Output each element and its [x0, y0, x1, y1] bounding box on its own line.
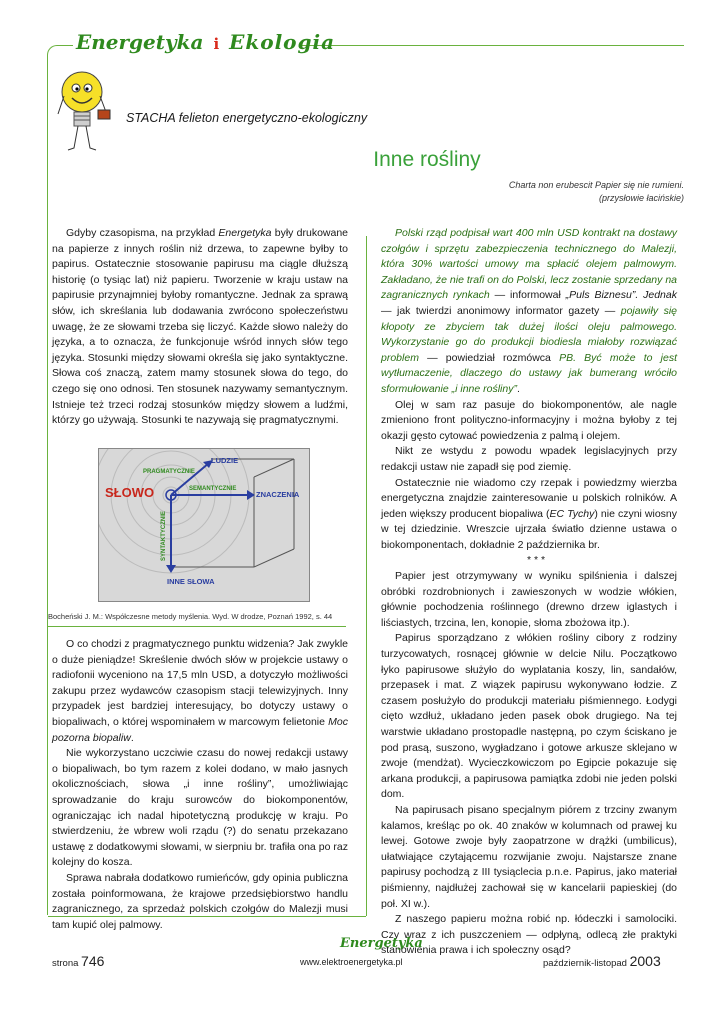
header-rule-left	[59, 45, 73, 46]
quote-text: pojawiły się kłopoty ze zbyciem tak dużej ilości oleju palmowego. Wykorzystanie go do produkcji biodiesla miałoby rozwiązać problem	[381, 304, 677, 364]
header-corner	[47, 45, 60, 58]
paragraph: Nie wykorzystano uczciwie czasu do nowej redakcji ustawy o biopaliwach, bo tym razem z kolei dodano, w mało jasnych okolicznościach, słowa „i inne rośliny”, umożliwiając sprowadzanie do kraju surowców do biokomponentów, ograniczając ich nadal hipotetyczną produkcję w kraju. Po stwierdzeniu, że wbrew woli rządu (?) do senatu przekazano ustawę z dodatkowymi słowami, w sierpniu br. trafiła ona po raz kolejny do kosza.	[52, 747, 348, 869]
paragraph: Nikt ze wstydu z powodu wpadek legislacyjnych przy redakcji ustaw nie zapadł się pod ziemię.	[381, 445, 677, 473]
text-emphasis: EC Tychy	[549, 507, 595, 520]
paragraph: Papirus sporządzano z włókien rośliny cibory z rodziny turzycowatych, rosnącej głównie w delcie Nilu. Początkowo łyko papirusowe służyło do wyplatania koszy, lin, sandałów, przepasek i mat. Z wiązek papirusu wykonywano łodzie. Z czasem posłużyło do produkcji materiału piśmiennego. Łodygi cięto wzdłuż, układano jeden pasek obok drugiego. Na tej warstwie układano prostopadle następną, po czym ściskano je pod prasą, suszono, wygładzano i gotowe arkusze sklejano w zwoje (mendżat). Wycieczkowiczom po Egipcie pokazuje się arkana produkcji, a papirusowa pamiątka zdobi nie jeden polski dom.	[381, 632, 677, 801]
diagram-meaning-label: ZNACZENIA	[256, 490, 300, 499]
paragraph	[381, 476, 677, 554]
left-margin-rule	[47, 55, 48, 915]
page-label: strona	[52, 958, 79, 969]
section-brand	[76, 30, 335, 54]
brand-energetyka: Energetyka	[76, 30, 204, 54]
diagram-graphic	[99, 449, 309, 601]
text: ) nie czyni wiosny w tej dziedzinie. Wreszcie ujrzała światło dzienne ustawa o biokomponentach, dokładnie 2 października br.	[381, 507, 678, 551]
header-rule-right	[302, 45, 684, 46]
lightbulb-mascot-icon	[52, 68, 114, 156]
column-rule	[366, 236, 367, 916]
diagram-pragmatic-label: PRAGMATYCZNIE	[143, 469, 195, 475]
semiotic-diagram	[98, 448, 310, 602]
text: Ostatecznie nie wiadomo czy rzepak i powiedzmy wierzba energetyczna znajdzie zainteresowanie u polskich rolników. A jeden większy producent biopaliwa (	[381, 476, 677, 520]
article-title: Inne rośliny	[373, 148, 481, 171]
page-number	[52, 953, 104, 969]
brand-ekologia: Ekologia	[229, 30, 336, 54]
text: .	[516, 382, 520, 395]
text-emphasis: Moc pozorna biopaliw	[52, 715, 348, 744]
paragraph: Na papirusach pisano specjalnym piórem z trzciny zwanym kalamos, kreśląc po ok. 40 znaków w kolumnach od prawej ku lewej. Gotowe zwoje były zaopatrzone w drążki (umbilicus), ułatwiające czytającemu rozwijanie zwoju. Najstarsze znane papirusy pochodzą z III tysiąclecia p.n.e. Papirus, jako materiał piśmienny, najdłużej zachował się w kancelarii papieskiej (do poł. XI w.).	[381, 803, 677, 910]
footer-logo: Energetyka	[340, 936, 423, 951]
issue-label: październik-listopad	[543, 958, 627, 969]
issue-year: 2003	[629, 953, 661, 969]
page-number-value: 746	[81, 953, 105, 969]
diagram-syntactic-label: SYNTAKTYCZNIE	[161, 511, 167, 561]
paragraph: Olej w sam raz pasuje do biokomponentów, ale nagle zmieniono front polityczno-informacyjny i można byłoby z tej okazji gęsto cytować powiedzenia z palmą i olejem.	[381, 398, 677, 442]
paragraph	[381, 226, 677, 398]
left-column-top	[52, 226, 348, 429]
diagram-people-label: LUDZIE	[211, 456, 239, 465]
motto-line: Charta non erubescit Papier się nie rumieni.	[508, 180, 684, 190]
brand-join: i	[213, 35, 220, 53]
text: — informował	[489, 289, 566, 302]
motto-source: (przysłowie łacińskie)	[598, 193, 684, 203]
diagram-semantic-label: SEMANTYCZNIE	[189, 486, 237, 492]
paragraph: Z naszego papieru można robić np. łódeczki i samolociki. Czy wraz z ich puszczeniem — odpłyną, odlecą złe praktyki stanowienia prawa i ich społeczny osąd?	[381, 913, 677, 957]
right-column	[381, 226, 677, 959]
paragraph	[52, 226, 348, 429]
text-emphasis: „Puls Biznesu”. Jednak	[565, 289, 677, 302]
quote-text: Polski rząd podpisał wart 400 mln USD kontrakt na dostawy czołgów i sprzętu zabezpieczenia technicznego do Malezji, która 30% wartości umowy ma spłacić olejem palmowym. Zakładano, że nie trafi on do Polski, lecz zostanie sprzedany na zagranicznych rynkach	[381, 227, 677, 302]
figure-caption: Bocheński J. M.: Współczesne metody myślenia. Wyd. W drodze, Poznań 1992, s. 44	[48, 612, 333, 621]
text: były drukowane na papierze z innych roślin niż drzewa, to zapewne byłby to papirus. Ostatecznie stosowanie papirusu ma ciągle dłuższą historię (o tysiąc lat) niż papieru. Tworzenie w kraju ustaw na papirusie przynajmniej byłoby romantyczne. Jednak za sprawą słów, ich skreślania lub dodawania zwrócono społeczeństwu uwagę, że ze słowami trzeba się liczyć. Każde słowo należy do języka, a to oznacza, że funkcjonuje wśród innych słów tego języka. Stosunki między słowami określa się jako syntaktyczne. Słowa coś znaczą, zatem mamy stosunek słowa do tego, do czego się ono odnosi. Ten stosunek nazywamy semantycznym. Istnieje też trzeci rodzaj stosunków między słowem a ludźmi, którzy go używają. Stosunki te nazywają się pragmatycznymi.	[52, 227, 349, 427]
text: O co chodzi z pragmatycznego punktu widzenia? Jak zwykle o duże pieniądze! Skreślenie dwóch słów w projekcie ustawy o radiofonii wyceniono na 17,5 mln USD, a dotyczyło możliwości zakupu przez wydawców czasopism stacji telewizyjnych. Inny przypadek jest bardziej interesujący, bo dotyczy ustawy o biopaliwach, o której wspominałem w marcowym felietonie	[52, 638, 348, 728]
text-emphasis: Energetyka	[218, 227, 272, 239]
text: — jak twierdzi anonimowy informator gazety —	[381, 304, 621, 317]
column-subtitle: STACHA felieton energetyczno-ekologiczny	[126, 111, 368, 125]
diagram-other-words-label: INNE SŁOWA	[167, 577, 215, 586]
paragraph: Sprawa nabrała dodatkowo rumieńców, gdy opinia publiczna została poinformowana, że krajowe przedsiębiorstwo handlu zagranicznego, za sprzedaż polskich czołgów do Malezji musi tam kupić olej palmowy.	[52, 871, 348, 931]
text: Gdyby czasopisma, na przykład	[66, 227, 219, 239]
quote-text: PB. Być może to jest wytłumaczenie, dlaczego do ustawy jak bumerang wróciło sformułowanie „i inne rośliny”	[381, 351, 678, 395]
section-separator: * * *	[526, 554, 546, 567]
footer-url[interactable]: www.elektroenergetyka.pl	[300, 957, 403, 967]
paragraph	[52, 637, 348, 746]
footer-rule-left	[48, 916, 366, 917]
text: .	[130, 731, 134, 744]
caption-rule	[48, 626, 346, 627]
paragraph: Papier jest otrzymywany w wyniku spilśnienia i dalszej obróbki rozdrobnionych i zawieszonych w wodzie włókien, głównie pochodzenia roślinnego (drewno drzew iglastych i liściastych, trzcina, len, konopie, słoma zbożowa itp.).	[381, 570, 677, 629]
diagram-center-label: SŁOWO	[105, 485, 155, 500]
issue-date	[543, 953, 661, 969]
left-column-bottom	[52, 637, 348, 933]
text: — powiedział rozmówca	[418, 351, 560, 364]
